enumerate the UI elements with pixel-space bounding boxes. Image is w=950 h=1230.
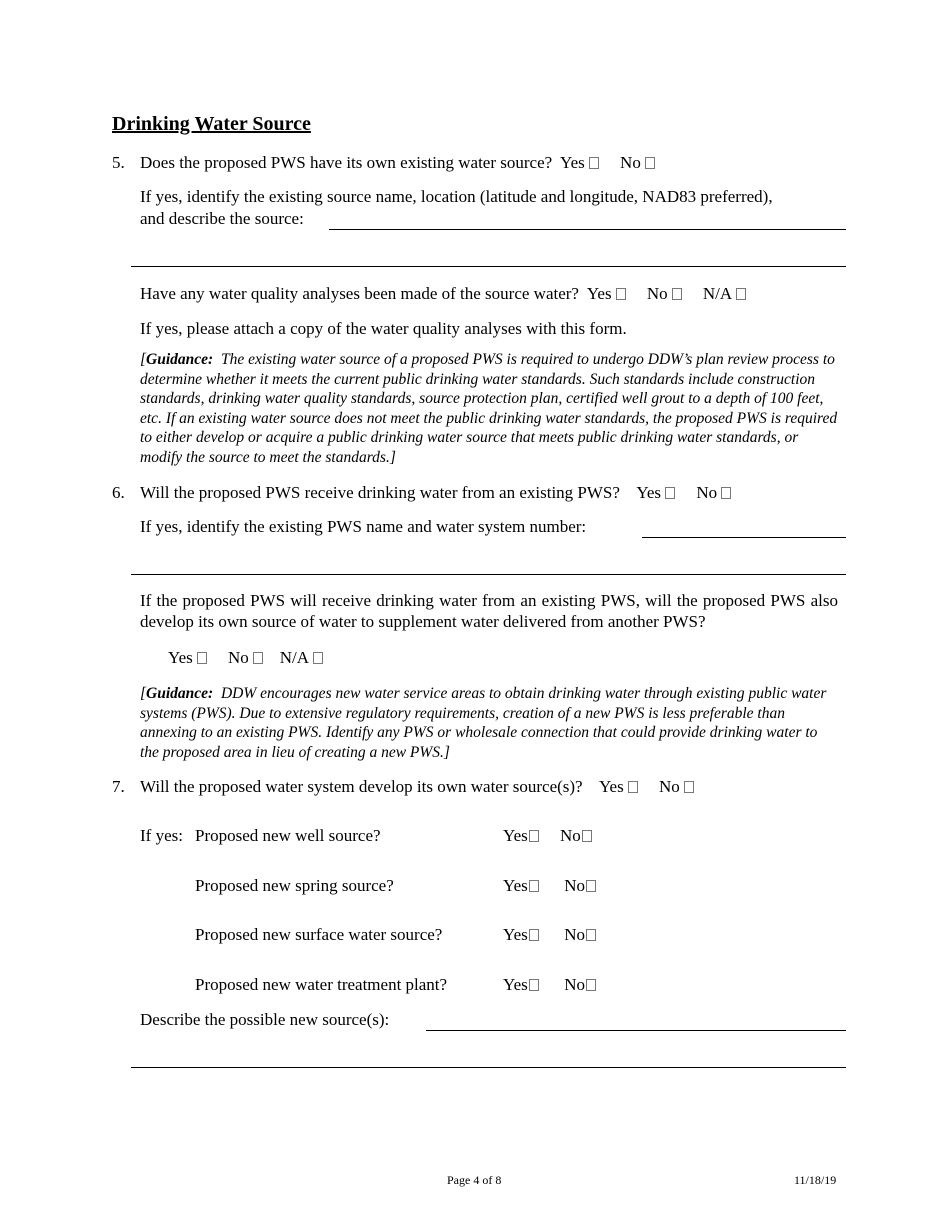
q7-treatment-yes-checkbox[interactable] xyxy=(529,979,539,991)
q7-well-no-label: No xyxy=(560,826,581,845)
q7-item-surface: Proposed new surface water source? xyxy=(195,925,443,944)
q7-yes-label: Yes xyxy=(598,777,624,796)
q6-yes-label: Yes xyxy=(636,483,662,502)
q7-spring-yes-checkbox[interactable] xyxy=(529,880,539,892)
q5-quality-na-checkbox[interactable] xyxy=(736,288,746,300)
q7-spring-no-checkbox[interactable] xyxy=(586,880,596,892)
q7-well-no-checkbox[interactable] xyxy=(582,830,592,842)
q5-quality-no-checkbox[interactable] xyxy=(672,288,682,300)
q5-guidance: [Guidance: The existing water source of a proposed PWS is required to undergo DDW’s plan review process to determine whether it meets the current public drinking water standards. Such standards include construction standards, drinking water quality standards, source protection plan, certified well grout to a depth of 100 feet, etc. If an existing water source does not meet the public drinking water standards, the proposed PWS is required to either develop or acquire a public drinking water source that meets public drinking water standards, or modify the source to meet the standards.] xyxy=(140,351,838,466)
q7-question-text: Will the proposed water system develop its own water source(s)? xyxy=(140,777,583,796)
q6-supplement-yes-checkbox[interactable] xyxy=(197,652,207,664)
q6-supplement-yes-label: Yes xyxy=(168,648,193,667)
q7-yes-checkbox[interactable] xyxy=(628,781,638,793)
q6-guidance: [Guidance: DDW encourages new water service areas to obtain drinking water through existing public water systems (PWS). Due to extensive regulatory requirements, creation of a new PWS is less preferable than annexing to an existing PWS. Identify any PWS or wholesale connection that could provide drinking water to the proposed area in lieu of creating a new PWS.] xyxy=(140,685,827,761)
q7-spring-no-label: No xyxy=(564,876,586,895)
q7-item-treatment: Proposed new water treatment plant? xyxy=(195,975,448,994)
q7-treatment-no-label: No xyxy=(564,975,586,994)
q7-surface-yes-checkbox[interactable] xyxy=(529,929,539,941)
q5-quality-question xyxy=(140,284,746,304)
q7-number: 7. xyxy=(112,777,125,796)
q5-quality-yes-checkbox[interactable] xyxy=(616,288,626,300)
q7-describe-label: Describe the possible new source(s): xyxy=(140,1010,390,1029)
q7-treatment-no-checkbox[interactable] xyxy=(586,979,596,991)
q6-guidance-label: Guidance: xyxy=(146,685,214,702)
q5-number: 5. xyxy=(112,153,125,172)
q5-no-checkbox[interactable] xyxy=(645,157,655,169)
q6-supplement-na-checkbox[interactable] xyxy=(313,652,323,664)
q7-question xyxy=(140,777,694,797)
q5-source-answer-line-2[interactable] xyxy=(131,266,846,267)
q5-quality-question-text: Have any water quality analyses been made of the source water? xyxy=(140,284,579,303)
q7-surface-no-checkbox[interactable] xyxy=(586,929,596,941)
q6-pws-answer-line[interactable] xyxy=(642,537,846,538)
q5-question-text: Does the proposed PWS have its own existing water source? xyxy=(140,153,553,172)
q7-no-label: No xyxy=(658,777,680,796)
q7-describe-answer-line-2[interactable] xyxy=(131,1067,846,1068)
q7-item-surface-options xyxy=(503,925,596,945)
q6-supplement-no-checkbox[interactable] xyxy=(253,652,263,664)
q6-number: 6. xyxy=(112,483,125,502)
q7-describe-answer-line[interactable] xyxy=(426,1030,846,1031)
q7-well-yes-label: Yes xyxy=(503,826,528,845)
q7-spring-yes-label: Yes xyxy=(503,876,528,895)
q7-item-well: Proposed new well source? xyxy=(195,826,381,845)
q7-item-spring: Proposed new spring source? xyxy=(195,876,394,895)
q5-question xyxy=(140,153,655,173)
q6-followup: If yes, identify the existing PWS name and water system number: xyxy=(140,517,587,536)
q6-pws-answer-line-2[interactable] xyxy=(131,574,846,575)
q5-yes-label: Yes xyxy=(560,153,585,172)
q6-no-label: No xyxy=(696,483,718,502)
q5-no-label: No xyxy=(620,153,641,172)
q6-yes-checkbox[interactable] xyxy=(665,487,675,499)
q5-source-answer-line[interactable] xyxy=(329,229,846,230)
q6-supplement-no-label: No xyxy=(228,648,249,667)
section-title: Drinking Water Source xyxy=(112,113,311,135)
q7-treatment-yes-label: Yes xyxy=(503,975,528,994)
q5-attach-note: If yes, please attach a copy of the water quality analyses with this form. xyxy=(140,319,627,338)
q6-supplement-question: If the proposed PWS will receive drinking water from an existing PWS, will the proposed PWS also develop its own source of water to supplement water delivered from another PWS? xyxy=(140,591,838,631)
q5-yes-checkbox[interactable] xyxy=(589,157,599,169)
q7-item-treatment-options xyxy=(503,975,596,995)
q5-followup-line2: and describe the source: xyxy=(140,209,304,228)
q5-guidance-label: Guidance: xyxy=(146,351,214,368)
q6-question-text: Will the proposed PWS receive drinking water from an existing PWS? xyxy=(140,483,620,502)
q5-guidance-text: The existing water source of a proposed PWS is required to undergo DDW’s plan review process to determine whether it meets the current public drinking water standards. Such standards include construction standards, drinking water quality standards, source protection plan, certified well grout to a depth of 100 feet, etc. If an existing water source does not meet the public drinking water standards, the proposed PWS is required to either develop or acquire a public drinking water source that meets public drinking water standards, or modify the source to meet the standards.] xyxy=(140,351,838,466)
q7-item-well-options xyxy=(503,826,592,846)
q6-supplement-na-label: N/A xyxy=(279,648,310,667)
q6-supplement-options xyxy=(168,648,323,668)
q5-quality-no-label: No xyxy=(646,284,668,303)
q7-well-yes-checkbox[interactable] xyxy=(529,830,539,842)
q7-surface-no-label: No xyxy=(564,925,586,944)
q7-item-spring-options xyxy=(503,876,596,896)
q5-quality-yes-label: Yes xyxy=(586,284,612,303)
q5-quality-na-label: N/A xyxy=(702,284,733,303)
q5-followup-line1: If yes, identify the existing source name, location (latitude and longitude, NAD83 preferred), xyxy=(140,187,773,206)
q7-surface-yes-label: Yes xyxy=(503,925,528,944)
q6-question xyxy=(140,483,731,503)
footer-page-number: Page 4 of 8 xyxy=(447,1173,502,1187)
q7-no-checkbox[interactable] xyxy=(684,781,694,793)
q6-guidance-text: DDW encourages new water service areas to obtain drinking water through existing public water systems (PWS). Due to extensive regulatory requirements, creation of a new PWS is less preferable than annexing to an existing PWS. Identify any PWS or wholesale connection that could provide drinking water to the proposed area in lieu of creating a new PWS.] xyxy=(140,685,827,761)
q7-if-yes-label: If yes: xyxy=(140,826,183,845)
footer-date: 11/18/19 xyxy=(794,1173,837,1187)
q6-no-checkbox[interactable] xyxy=(721,487,731,499)
